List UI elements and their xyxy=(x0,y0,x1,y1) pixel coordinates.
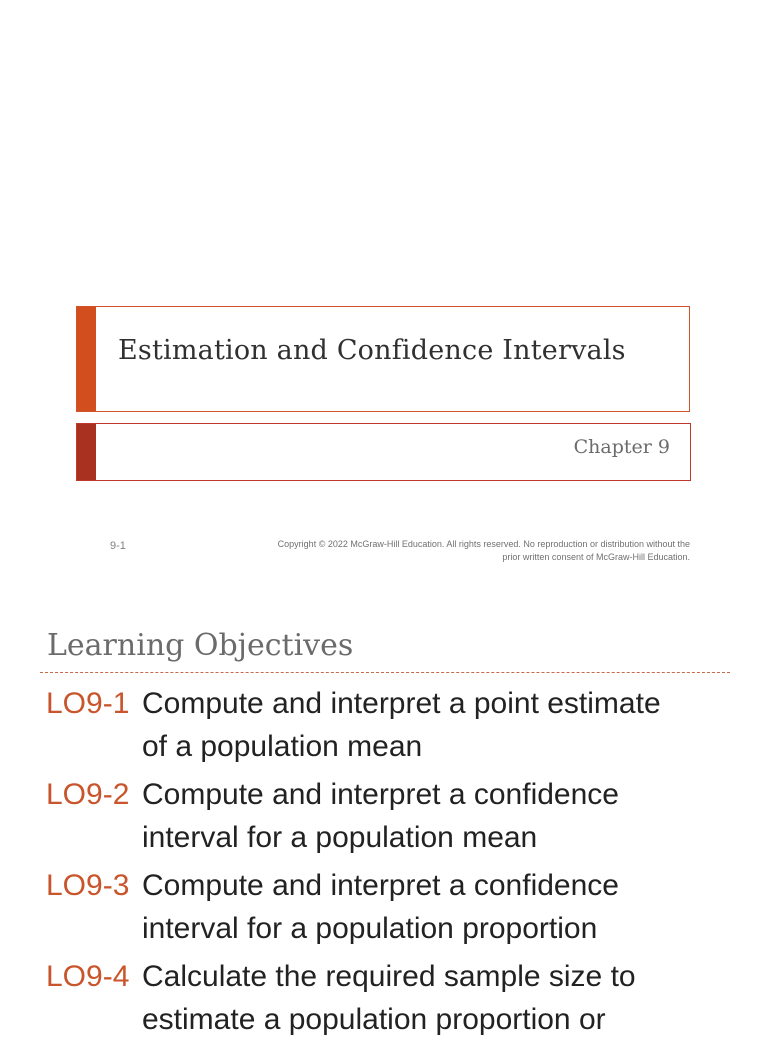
subtitle-box xyxy=(76,423,691,481)
copyright-notice xyxy=(210,538,690,564)
objective-text xyxy=(142,864,746,950)
objective-code: LO9-4 xyxy=(46,960,130,993)
title-box xyxy=(76,306,690,412)
objective-code: LO9-1 xyxy=(46,687,130,720)
objective-text xyxy=(142,682,746,768)
learning-objectives-slide xyxy=(0,590,768,1036)
copyright-line-2: prior written consent of McGraw-Hill Education. xyxy=(502,552,690,562)
objective-item xyxy=(46,682,746,768)
objective-item xyxy=(46,864,746,950)
copyright-line-1: Copyright © 2022 McGraw-Hill Education. All rights reserved. No reproduction or distribution without the xyxy=(277,539,690,549)
objective-text xyxy=(142,955,746,1041)
objective-text-line: of a population mean xyxy=(142,730,423,763)
slide-title: Estimation and Confidence Intervals xyxy=(118,335,626,366)
objective-code: LO9-3 xyxy=(46,869,130,902)
objective-text-line: interval for a population proportion xyxy=(142,912,598,945)
title-accent-bar xyxy=(77,307,96,411)
objective-code: LO9-2 xyxy=(46,778,130,811)
objective-item xyxy=(46,955,746,1041)
slide-heading: Learning Objectives xyxy=(47,628,354,663)
objective-text-line: Calculate the required sample size to xyxy=(142,960,636,993)
objective-text-line: Compute and interpret a confidence xyxy=(142,869,619,902)
slide-number: 9-1 xyxy=(110,540,126,552)
slide-subtitle: Chapter 9 xyxy=(573,436,670,458)
heading-divider xyxy=(40,672,730,673)
objective-text-line: estimate a population proportion or xyxy=(142,1003,606,1036)
objective-text-line: Compute and interpret a point estimate xyxy=(142,687,661,720)
objective-text xyxy=(142,773,746,859)
objective-item xyxy=(46,773,746,859)
objectives-list xyxy=(46,682,746,1046)
objective-text-line: interval for a population mean xyxy=(142,821,538,854)
subtitle-accent-bar xyxy=(77,424,96,480)
objective-text-line: Compute and interpret a confidence xyxy=(142,778,619,811)
